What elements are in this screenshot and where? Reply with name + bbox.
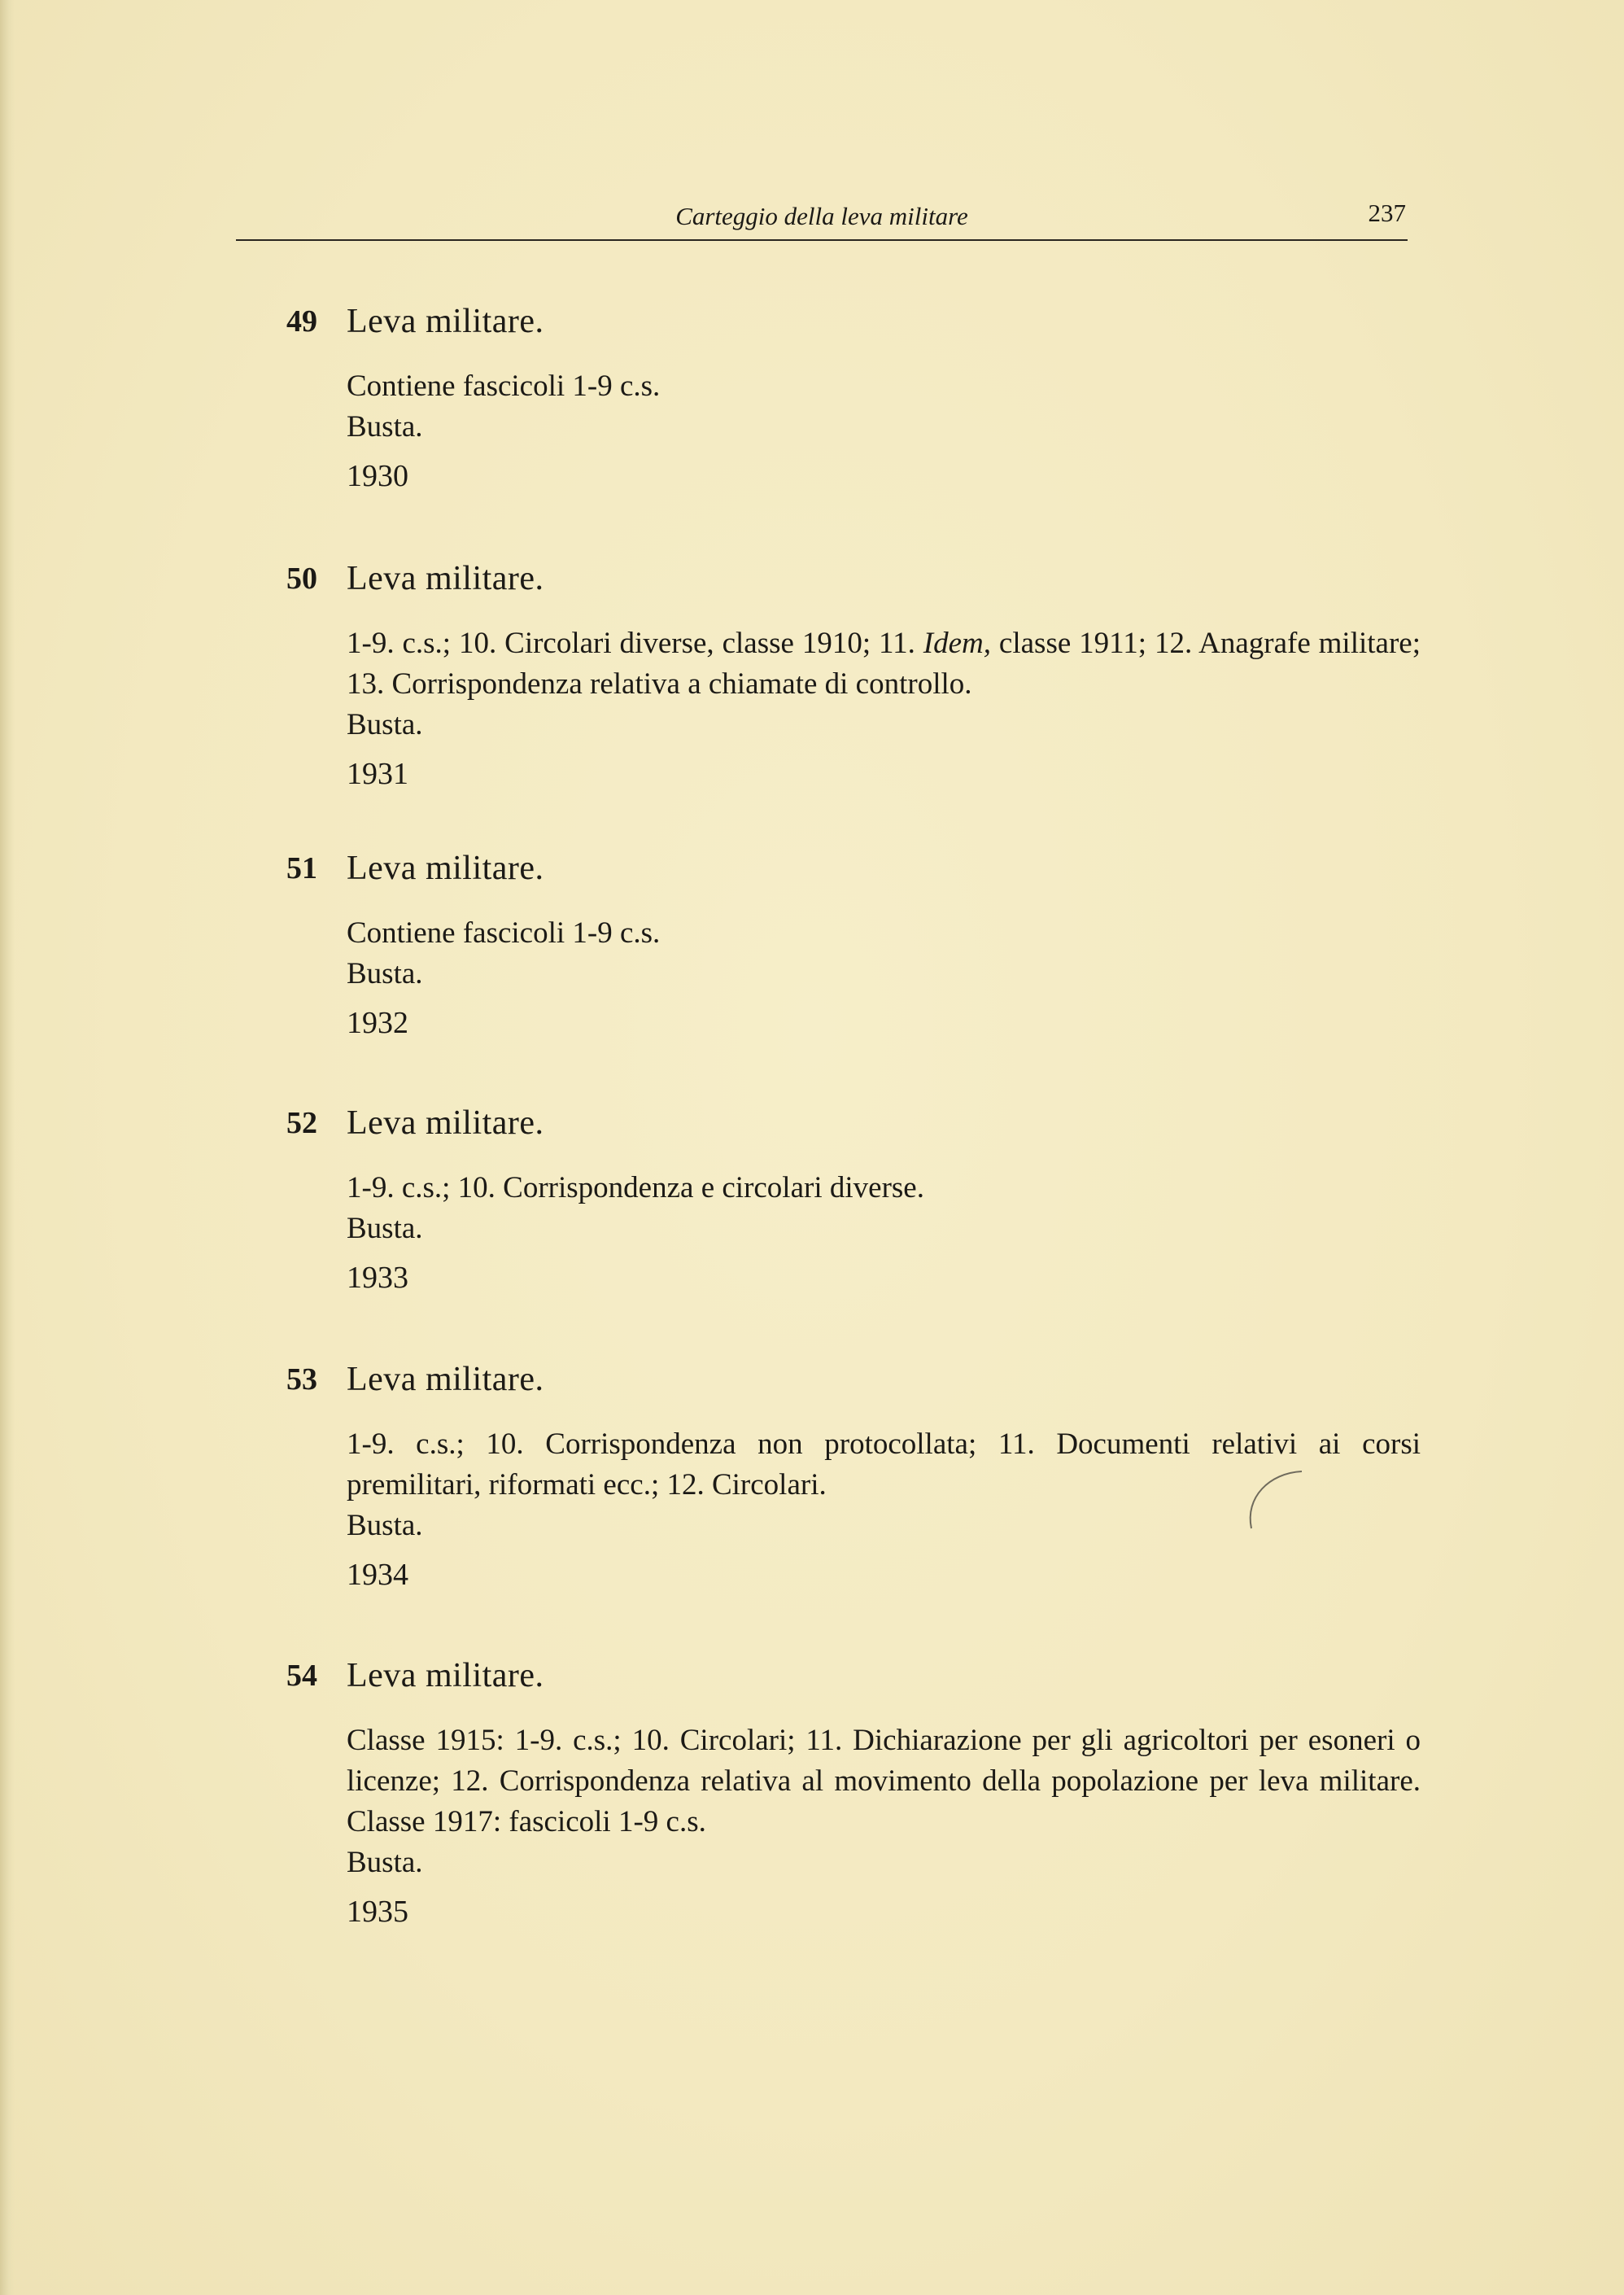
entry-year: 1932 (347, 1006, 408, 1040)
entry-description: 1-9. c.s.; 10. Corrispondenza non protocollata; 11. Documenti relativi ai corsi premilitari, riformati ecc.; 12. Circolari. (347, 1427, 1421, 1502)
entry-number: 50 (286, 562, 317, 596)
entry-container: Busta. (347, 1509, 423, 1542)
page-number: 237 (1368, 199, 1406, 227)
entry-body (347, 1720, 1421, 1932)
entry-number: 49 (286, 304, 317, 339)
entry-title: Leva militare. (347, 850, 544, 887)
entry-body (347, 913, 1421, 1043)
entry-body (347, 366, 1421, 496)
entry-title: Leva militare. (347, 303, 544, 340)
page-edge (0, 0, 15, 2295)
header-title: Carteggio della leva militare (675, 202, 968, 230)
entry-description (347, 623, 1421, 705)
entry-description-part: 1-9. c.s.; 10. Circolari diverse, classe 1910; 11. (347, 627, 923, 660)
entry-description: Contiene fascicoli 1-9 c.s. (347, 916, 661, 950)
entry-container: Busta. (347, 1846, 423, 1879)
pencil-mark-icon (1237, 1465, 1310, 1538)
entry-number: 51 (286, 851, 317, 885)
entry-description: Classe 1915: 1-9. c.s.; 10. Circolari; 11. Dichiarazione per gli agricoltori per esoneri o licenze; 12. Corrispondenza relativa al movimento della popolazione per leva militare. Classe 1917: fascicoli 1-9 c.s. (347, 1724, 1421, 1838)
header-rule (236, 239, 1408, 241)
entry-container: Busta. (347, 410, 423, 444)
entry-description-part: classe 1911; 12. Anagrafe militare; 13. Corrispondenza relativa a chiamate di controllo. (347, 627, 1421, 701)
entry-title: Leva militare. (347, 560, 544, 597)
entry-title: Leva militare. (347, 1361, 544, 1398)
entry-year: 1931 (347, 757, 408, 791)
entry-description: 1-9. c.s.; 10. Corrispondenza e circolari diverse. (347, 1171, 924, 1204)
entry-number: 53 (286, 1362, 317, 1397)
entry-year: 1935 (347, 1895, 408, 1929)
entry-number: 52 (286, 1106, 317, 1140)
entry-body (347, 623, 1421, 794)
entry-description-italic: Idem, (923, 627, 992, 660)
entry-year: 1933 (347, 1261, 408, 1295)
entry-title: Leva militare. (347, 1104, 544, 1142)
entry-year: 1930 (347, 459, 408, 493)
running-header (236, 195, 1408, 244)
entry-container: Busta. (347, 957, 423, 990)
entry-title: Leva militare. (347, 1657, 544, 1694)
entry-year: 1934 (347, 1558, 408, 1592)
entry-body (347, 1168, 1421, 1298)
entry-description: Contiene fascicoli 1-9 c.s. (347, 369, 661, 403)
entry-container: Busta. (347, 1212, 423, 1245)
entry-number: 54 (286, 1659, 317, 1693)
entry-container: Busta. (347, 708, 423, 741)
